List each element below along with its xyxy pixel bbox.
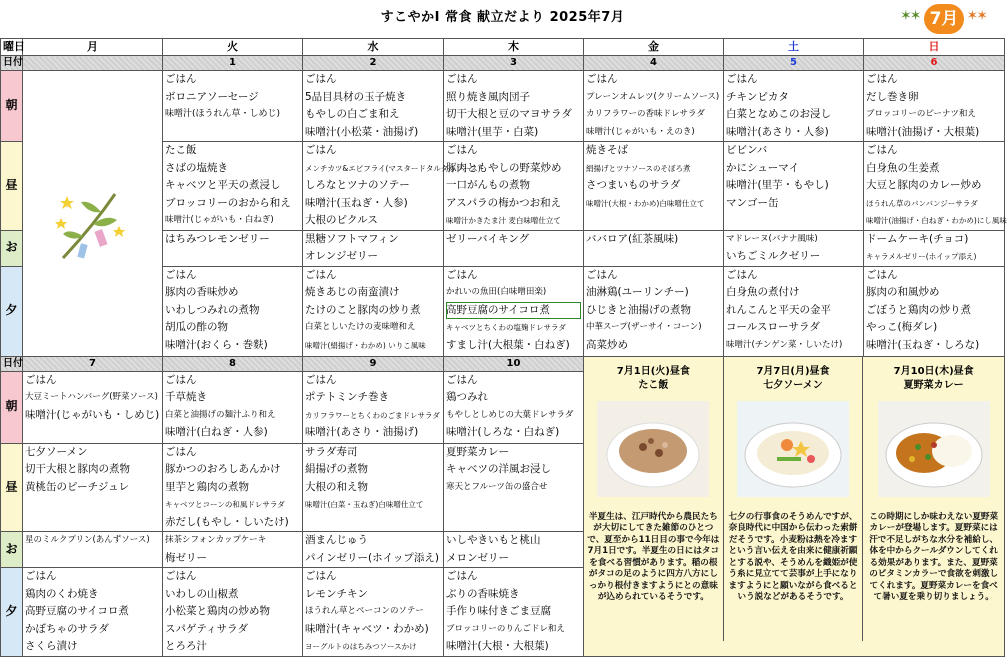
menu-item: 中華スープ(ザーサイ・コーン) [586, 322, 702, 332]
sparkle-icon: ✶✶ [900, 8, 920, 24]
menu-item: カリフラワーの香味ドレサラダ [586, 109, 705, 119]
meal-label-asa: 朝 [1, 71, 23, 142]
meal-label-asa: 朝 [1, 371, 23, 443]
menu-item: さくら漬け [25, 640, 78, 652]
menu-item: もやしとしめじの大葉ドレサラダ [446, 409, 574, 420]
weekday-header-row [1, 39, 1005, 56]
header-day-sun: 日 [864, 39, 1005, 56]
menu-cell [163, 568, 303, 657]
menu-item: たけのこと豚肉の炒り煮 [305, 303, 421, 316]
menu-item: ごはん [726, 73, 758, 85]
menu-item: ごはん [586, 73, 618, 85]
menu-cell [303, 71, 444, 142]
menu-cell [163, 230, 303, 266]
menu-item: ごはん [305, 144, 337, 156]
menu-cell [584, 230, 724, 266]
menu-item: 味噌汁(しろな・白ねぎ) [446, 426, 560, 438]
menu-item: カリフラワーとちくわのごまドレサラダ [305, 410, 440, 420]
menu-item: 味噌汁(里芋・白菜) [446, 125, 539, 138]
menu-cell [444, 371, 584, 443]
menu-item: 豚かつのおろしあんかけ [165, 463, 281, 475]
menu-cell [444, 443, 584, 532]
menu-item: アスパラの梅かつお和え [446, 196, 562, 209]
menu-item: 高野豆腐のサイコロ煮 [25, 605, 129, 617]
meal-label-hiru: 昼 [1, 443, 23, 532]
menu-item: 味噌汁(里芋・もやし) [726, 179, 829, 191]
menu-item: パインゼリー(ホイップ添え) [305, 551, 439, 564]
sparkle-icon: ✶✶ [966, 8, 986, 24]
menu-cell [163, 142, 303, 231]
menu-item: 味噌汁(ほうれん草・しめじ) [165, 109, 281, 119]
menu-item: ぶりの香味焼き [446, 587, 520, 600]
menu-cell [163, 532, 303, 568]
menu-item: いわしの山椒煮 [165, 587, 239, 600]
menu-item: 赤だし(もやし・しいたけ) [165, 515, 289, 528]
menu-item: しろなとツナのソテー [305, 179, 410, 191]
menu-item: 大根の和え物 [305, 480, 368, 493]
menu-item: 大根のピクルス [305, 214, 378, 226]
menu-item: ビビンバ [726, 144, 768, 156]
menu-item: れんこんと平天の金平 [726, 303, 831, 316]
menu-item: 白菜と油揚げの麺汁ふり和え [165, 409, 276, 420]
menu-item: 酒まんじゅう [305, 534, 368, 546]
menu-item: キャベツの洋風お浸し [446, 463, 551, 475]
menu-item: ほうれん草のバンバンジーサラダ [866, 198, 978, 208]
menu-cell [303, 142, 481, 231]
week1-asa-row [1, 71, 1005, 142]
feature-name: たこ飯 [638, 379, 669, 391]
menu-item: ごはん [305, 268, 337, 281]
date-label: 日付 [1, 56, 23, 71]
menu-item: ほうれん草とベーコンのソテー [305, 606, 424, 616]
menu-item: ごはん [25, 373, 57, 386]
menu-item: プレーンオムレツ(クリームソース) [586, 91, 720, 102]
menu-item: ヨーグルトのはちみつソースかけ [305, 642, 417, 651]
menu-item: ごはん [446, 73, 478, 85]
menu-cell [444, 230, 584, 266]
month-badge-label: 7月 [924, 4, 964, 34]
menu-cell [163, 266, 303, 356]
date-cell: 7 [23, 356, 163, 371]
menu-cell [23, 532, 163, 568]
menu-item: ポテトミンチ巻き [305, 391, 389, 403]
menu-item: スパゲティサラダ [165, 622, 249, 635]
menu-cell [303, 371, 444, 443]
menu-cell [163, 443, 303, 532]
menu-item: 大豆と豚肉のカレー炒め [866, 179, 982, 191]
menu-item: ごはん [25, 570, 57, 582]
menu-cell [724, 230, 864, 266]
menu-item: ブロッコリーのりんごドレ和え [446, 623, 565, 634]
menu-item: 味噌汁(小松菜・油揚げ) [305, 125, 419, 138]
date-cell: 4 [584, 56, 724, 71]
menu-item: ごはん [726, 268, 758, 281]
menu-item: ババロア(紅茶風味) [586, 232, 679, 245]
menu-item: ごはん [866, 268, 898, 281]
menu-item: いちごミルクゼリー [726, 250, 821, 262]
menu-item: 大豆ミートハンバーグ(野菜ソース) [25, 392, 158, 402]
header-youbi: 曜日 [1, 39, 23, 56]
menu-item: 味噌汁(あさり・油揚げ) [305, 426, 419, 438]
menu-item: 七夕ソーメン [25, 445, 88, 458]
date-label: 日付 [1, 356, 23, 371]
menu-cell [444, 532, 584, 568]
feature-description: 七夕の行事食のそうめんですが、奈良時代に中国から伝わった索餅だそうです。小麦粉は熱を冷ますという言い伝えを由来に健康祈願とする説や、そうめんを織姫が使う糸に見立てて芸事が上手になりますようにと願いながら食べるという説などがあるそうです。 [728, 511, 858, 602]
menu-item: マドレーヌ(バナナ風味) [726, 233, 818, 244]
meal-label-yuu: 夕 [1, 266, 23, 356]
menu-item: いわしつみれの煮物 [165, 303, 260, 316]
menu-cell [303, 443, 444, 532]
menu-table [0, 38, 1005, 657]
menu-cell [864, 71, 1005, 142]
header-day-sat: 土 [724, 39, 864, 56]
menu-item: ごはん [305, 373, 337, 386]
menu-cell [724, 266, 864, 356]
menu-item: 油淋鶏(ユーリンチー) [586, 286, 689, 298]
featured-meals-panel [584, 356, 1005, 656]
menu-item: ごはん [165, 268, 197, 281]
menu-item: ごはん [165, 373, 197, 386]
menu-item: コールスローサラダ [726, 321, 820, 333]
menu-item: キャベツとコーンの和風ドレサラダ [165, 500, 285, 509]
menu-item: サラダ寿司 [305, 445, 358, 458]
date-cell: 2 [303, 56, 444, 71]
meal-label-oyatsu: お [1, 532, 23, 568]
menu-item: 焼きあじの南蛮漬け [305, 286, 400, 298]
menu-cell [23, 443, 163, 532]
menu-item: 味噌汁(油揚げ・白ねぎ・わかめ)にし風味 [866, 216, 1007, 225]
menu-item: 白身魚の生姜煮 [866, 161, 940, 174]
menu-item: 味噌汁かきたま汁 麦白味噌仕立て [446, 216, 561, 225]
menu-item: 白菜となめこのお浸し [726, 108, 831, 120]
menu-item: 味噌汁(じゃがいも・しめじ) [25, 408, 160, 421]
menu-item: 切干大根と豚肉の煮物 [25, 463, 130, 475]
menu-item: メンチカツ&エビフライ(マスタードタルタルソース) [305, 163, 481, 173]
date-cell: 6 [864, 56, 1005, 71]
menu-item: 黄桃缶のピーチジュレ [25, 480, 130, 493]
menu-item: 黒糖ソフトマフィン [305, 232, 399, 245]
menu-item: キャラメルゼリー(ホイップ添え) [866, 252, 977, 261]
menu-item: 照り焼き風肉団子 [446, 90, 530, 103]
menu-item: はちみつレモンゼリー [165, 232, 270, 245]
menu-item: 一口がんもの煮物 [446, 179, 530, 191]
menu-cell [584, 266, 724, 356]
menu-item: 味噌汁(あさり・人参) [726, 125, 829, 138]
feature-description: 半夏生は、江戸時代から農民たちが大切にしてきた雑節のひとつで、夏至から11日目の事で今年は7月1日です。半夏生の日にはタコを食べる習慣があります。稲の根がタコの足のように四方八方にしっかり根付きますようにとの意味が込められているそうです。 [587, 511, 720, 602]
menu-item: ブロッコリーのおから和え [165, 196, 291, 209]
menu-item: 寒天とフルーツ缶の盛合せ [446, 481, 548, 492]
feature-caption: 7月7日(月)昼食 [756, 365, 830, 377]
menu-item: ごはん [305, 570, 337, 582]
menu-item: 豚肉の和風炒め [866, 286, 940, 298]
header-day-wed: 水 [303, 39, 444, 56]
menu-cell [584, 142, 724, 231]
menu-item: ごはん [446, 144, 478, 156]
menu-item: ドームケーキ(チョコ) [866, 232, 969, 245]
menu-item: 絹揚げの煮物 [305, 463, 368, 475]
menu-item: ごぼうと鶏肉の炒り煮 [866, 303, 971, 316]
menu-item: やっこ(梅ダレ) [866, 321, 938, 333]
feature-card [724, 357, 864, 641]
menu-cell [444, 142, 584, 231]
selected-cell-entry[interactable]: 高野豆腐のサイコロ煮 [446, 302, 581, 320]
menu-item: 味噌汁(大根・大根葉) [446, 640, 549, 652]
menu-item: 高菜炒め [586, 338, 628, 351]
menu-item: 味噌汁(油揚げ・大根葉) [866, 125, 980, 138]
menu-cell [584, 71, 724, 142]
menu-item: かにシューマイ [726, 161, 800, 174]
menu-item: ごはん [866, 144, 898, 156]
menu-item: 味噌汁(白菜・玉ねぎ)白味噌仕立て [305, 500, 424, 509]
menu-item: 焼きそば [586, 144, 628, 156]
feature-caption: 7月1日(火)昼食 [616, 365, 690, 377]
menu-item: マンゴー缶 [726, 196, 779, 209]
menu-item: もやしの白ごま和え [305, 108, 400, 120]
menu-cell [444, 568, 584, 657]
menu-item: ごはん [165, 570, 197, 582]
menu-item: ゼリーバイキング [446, 232, 530, 245]
menu-item: 豚肉ともやしの野菜炒め [446, 161, 562, 174]
menu-item: ボロニアソーセージ [165, 90, 259, 103]
meal-label-yuu: 夕 [1, 568, 23, 657]
menu-item: 胡瓜の酢の物 [165, 321, 228, 333]
menu-item: ごはん [446, 373, 478, 386]
tanabata-icon [53, 186, 133, 266]
header-day-mon: 月 [23, 39, 163, 56]
menu-item: 味噌汁(じゃがいも・えのき) [586, 126, 695, 137]
menu-item: 小松菜と鶏肉の炒め物 [165, 605, 270, 617]
week1-date-row [1, 56, 1005, 71]
menu-item: ごはん [866, 73, 898, 85]
menu-item: ひじきと油揚げの煮物 [586, 303, 691, 316]
menu-item: かぼちゃのサラダ [25, 622, 109, 635]
menu-cell [303, 532, 444, 568]
menu-item: オレンジゼリー [305, 250, 378, 262]
meal-label-hiru: 昼 [1, 142, 23, 231]
week2-date-row [1, 356, 1005, 371]
header-day-tue: 火 [163, 39, 303, 56]
menu-item: さばの塩焼き [165, 161, 228, 174]
menu-item: 味噌汁(玉ねぎ・しろな) [866, 338, 980, 351]
feature-card [863, 357, 1004, 641]
feature-name: 七夕ソーメン [763, 379, 823, 391]
menu-cell [444, 71, 584, 142]
curry-photo [878, 401, 990, 497]
menu-item: 絹揚げとツナソースのそぼろ煮 [586, 163, 691, 173]
menu-cell [864, 230, 1005, 266]
menu-cell [864, 266, 1005, 356]
menu-item: すまし汁(大根葉・白ねぎ) [446, 338, 570, 351]
menu-item: たこ飯 [165, 144, 197, 156]
date-cell: 8 [163, 356, 303, 371]
menu-item: とろろ汁 [165, 640, 207, 652]
menu-item: 鶏肉のくわ焼き [25, 587, 99, 600]
menu-item: 切干大根と豆のマヨサラダ [446, 108, 572, 120]
header-day-thu: 木 [444, 39, 584, 56]
menu-item: 梅ゼリー [165, 551, 207, 564]
menu-cell [23, 568, 163, 657]
menu-item: 千草焼き [165, 391, 207, 403]
menu-item: ごはん [305, 73, 337, 85]
menu-item: 5品目具材の玉子焼き [305, 90, 407, 103]
menu-cell [444, 266, 584, 356]
date-cell: 3 [444, 56, 584, 71]
menu-item: 抹茶シフォンカップケーキ [165, 535, 267, 545]
feature-description: この時期にしか味わえない夏野菜カレーが登場します。夏野菜には汗で不足しがちな水分を補給し、体を中からクールダウンしてくれる効果があります。また、夏野菜のビタミンカラーで食欲を刺激してくれます。夏野菜カレーを食べて暑い夏を乗り切りましょう。 [869, 511, 999, 602]
menu-cell [724, 142, 864, 231]
menu-item: 白菜としいたけの麦味噌和え [305, 322, 416, 332]
menu-item: 星のミルクプリン(あんずソース) [25, 535, 150, 545]
menu-item: 鶏つみれ [446, 391, 488, 403]
menu-cell [724, 71, 864, 142]
menu-item: 味噌汁(絹揚げ・わかめ) いりこ風味 [305, 340, 426, 350]
menu-cell [163, 371, 303, 443]
menu-item: 味噌汁(玉ねぎ・人参) [305, 196, 408, 209]
meal-label-oyatsu: お [1, 230, 23, 266]
tanabata-somen-photo [737, 401, 849, 497]
feature-caption: 7月10日(木)昼食 [893, 365, 974, 377]
feature-card [584, 357, 724, 641]
menu-item: チキンピカタ [726, 90, 789, 103]
date-cell: 9 [303, 356, 444, 371]
menu-item: 豚肉の香味炒め [165, 286, 239, 298]
menu-item: ごはん [586, 268, 618, 281]
date-cell: 1 [163, 56, 303, 71]
menu-item: 味噌汁(じゃがいも・白ねぎ) [165, 215, 274, 225]
menu-cell [303, 266, 444, 356]
menu-item: かれいの魚田(白味噌田楽) [446, 287, 547, 297]
menu-item: 夏野菜カレー [446, 445, 509, 458]
date-cell: 5 [724, 56, 864, 71]
menu-item: さつまいものサラダ [586, 179, 681, 191]
date-cell [23, 56, 163, 71]
menu-item: 味噌汁(白ねぎ・人参) [165, 426, 268, 438]
menu-item: だし巻き卵 [866, 90, 919, 103]
tanabata-illustration-cell [23, 71, 163, 357]
header-day-fri: 金 [584, 39, 724, 56]
menu-cell [163, 71, 303, 142]
page-title: すこやかⅠ 常食 献立だより 2025年7月 [380, 10, 625, 25]
menu-cell [303, 230, 444, 266]
menu-cell [864, 142, 1005, 231]
menu-item: メロンゼリー [446, 551, 509, 564]
menu-item: いしやきいもと桃山 [446, 534, 541, 546]
menu-item: キャベツと平天の煮浸し [165, 179, 281, 191]
menu-item: ごはん [165, 73, 197, 85]
menu-item: 味噌汁(チンゲン菜・しいたけ) [726, 339, 843, 350]
menu-item: 味噌汁(キャベツ・わかめ) [305, 622, 429, 635]
menu-item: 味噌汁(おくら・巻麩) [165, 338, 268, 351]
menu-item: 里芋と鶏肉の煮物 [165, 480, 249, 493]
feature-name: 夏野菜カレー [903, 379, 964, 391]
menu-item: キャベツとちくわの塩麹ドレサラダ [446, 323, 566, 332]
menu-item: ブロッコリーのピーナツ和え [866, 109, 976, 119]
menu-item: 味噌汁(大根・わかめ)白味噌仕立て [586, 198, 705, 208]
date-cell: 10 [444, 356, 584, 371]
menu-item: 手作り味付きごま豆腐 [446, 605, 551, 617]
takomeshi-photo [597, 401, 709, 497]
menu-item: ごはん [446, 268, 478, 281]
menu-item: ごはん [165, 445, 197, 458]
menu-item: ごはん [446, 570, 478, 582]
menu-cell [303, 568, 444, 657]
menu-item: レモンチキン [305, 587, 368, 600]
month-badge [900, 2, 986, 36]
menu-cell [23, 371, 163, 443]
menu-item: 白身魚の煮付け [726, 286, 800, 298]
